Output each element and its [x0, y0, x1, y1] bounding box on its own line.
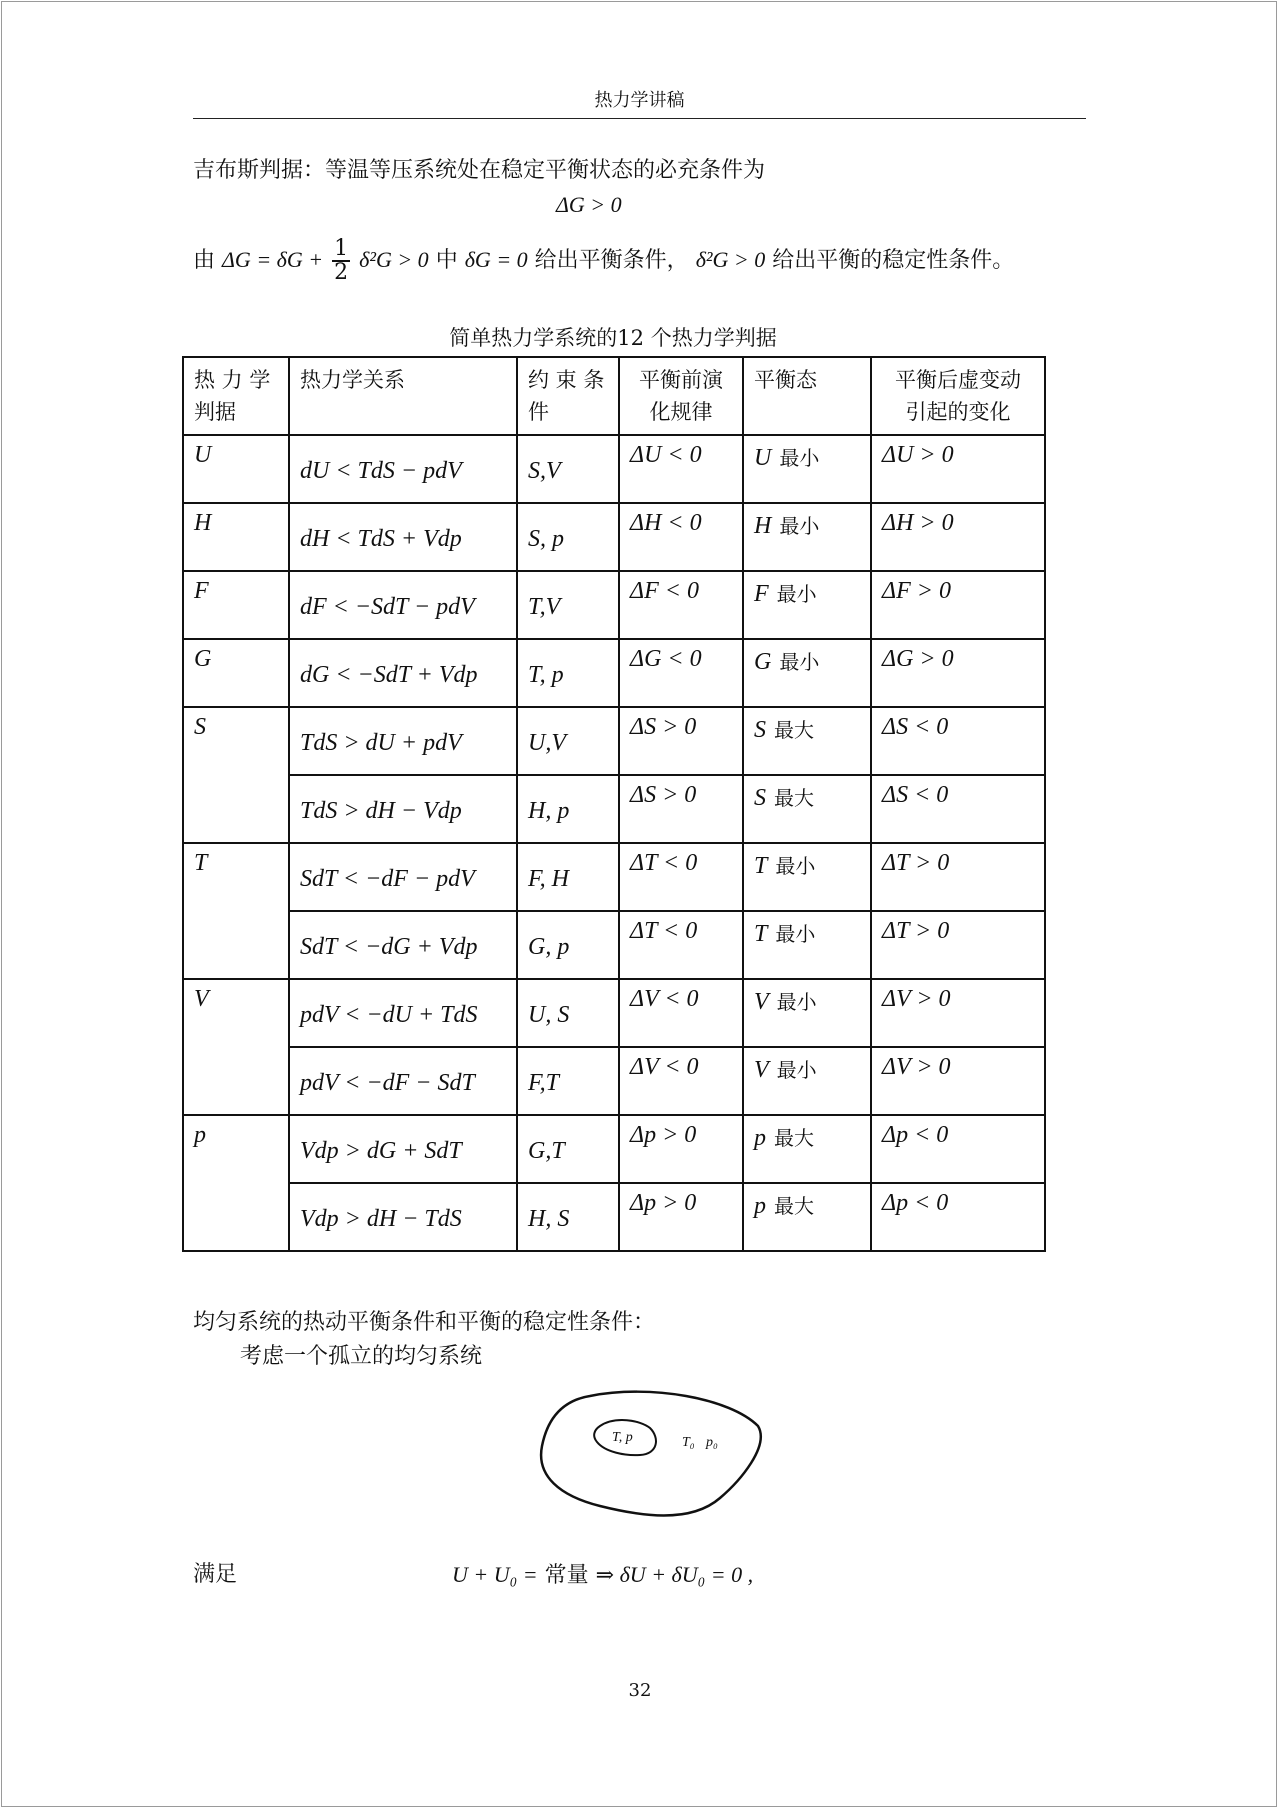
relation-cell	[289, 503, 517, 571]
equilibrium-state-cell	[743, 1047, 871, 1115]
relation-cell	[289, 843, 517, 911]
variation-cell	[871, 707, 1045, 775]
relation-cell-text: dF < −SdT − pdV	[300, 594, 475, 620]
criterion-cell	[183, 707, 289, 843]
gibbs-stability-expr: δ²G > 0	[695, 247, 766, 272]
evolution-cell	[619, 979, 743, 1047]
state-variable: T	[754, 921, 768, 947]
evolution-cell	[619, 1115, 743, 1183]
variation-cell-text: Δp < 0	[882, 1122, 949, 1148]
state-variable: p	[754, 1125, 766, 1151]
inner-label: T, p	[612, 1430, 633, 1445]
variation-cell-text: ΔG > 0	[882, 646, 954, 672]
constraint-cell-text: G,T	[528, 1138, 565, 1164]
state-variable: V	[754, 989, 769, 1015]
state-variable: U	[754, 445, 772, 471]
evolution-cell	[619, 503, 743, 571]
evolution-cell	[619, 1047, 743, 1115]
gibbs-formula: ΔG > 0	[556, 192, 622, 217]
evolution-cell-text: ΔS > 0	[630, 714, 697, 740]
state-variable: F	[754, 581, 769, 607]
table-caption: 简单热力学系统的12 个热力学判据	[449, 326, 777, 350]
variation-cell-text: ΔU > 0	[882, 442, 954, 468]
fraction-numerator: 1	[334, 236, 349, 261]
equilibrium-state-cell	[743, 979, 871, 1047]
equilibrium-state-cell	[743, 1183, 871, 1251]
constraint-cell-text: H, S	[528, 1206, 570, 1232]
relation-cell-text: dU < TdS − pdV	[300, 458, 462, 484]
outer-label-temperature: T₀	[682, 1435, 695, 1450]
relation-cell-text: TdS > dU + pdV	[300, 730, 462, 756]
equilibrium-state-cell	[743, 707, 871, 775]
state-variable: T	[754, 853, 768, 879]
table-row	[183, 775, 1045, 843]
header-relation-text: 热力学关系	[300, 368, 405, 392]
constraint-cell-text: T, p	[528, 662, 564, 688]
constraint-cell	[517, 639, 619, 707]
constraint-cell	[517, 571, 619, 639]
constraint-cell-text: S,V	[528, 458, 561, 484]
outer-label-pressure: p₀	[706, 1435, 718, 1450]
variation-cell	[871, 1115, 1045, 1183]
state-variable: G	[754, 649, 772, 675]
criterion-cell-text: S	[194, 714, 206, 740]
evolution-cell-text: Δp > 0	[630, 1122, 697, 1148]
criterion-cell	[183, 979, 289, 1115]
constraint-cell	[517, 911, 619, 979]
variation-cell-text: ΔT > 0	[882, 918, 950, 944]
table-row	[183, 1047, 1045, 1115]
variation-cell	[871, 571, 1045, 639]
state-variable: V	[754, 1057, 769, 1083]
table-row	[183, 979, 1045, 1047]
constraint-cell-text: G, p	[528, 934, 570, 960]
relation-cell-text: SdT < −dG + Vdp	[300, 934, 478, 960]
criterion-cell	[183, 571, 289, 639]
header-variation-text: 平衡后虚变动 引起的变化	[895, 368, 1021, 424]
relation-cell-text: dH < TdS + Vdp	[300, 526, 462, 552]
evolution-cell-text: ΔU < 0	[630, 442, 702, 468]
equilibrium-state-cell	[743, 775, 871, 843]
relation-cell-text: pdV < −dU + TdS	[300, 1002, 478, 1028]
variation-cell	[871, 843, 1045, 911]
header-evolution-text: 平衡前演 化规律	[639, 368, 723, 424]
state-extremum-word: 最小	[775, 922, 816, 946]
evolution-cell-text: Δp > 0	[630, 1190, 697, 1216]
equilibrium-state-cell	[743, 1115, 871, 1183]
state-variable: S	[754, 785, 766, 811]
relation-cell	[289, 639, 517, 707]
evolution-cell-text: ΔT < 0	[630, 850, 698, 876]
criterion-cell-text: T	[194, 850, 208, 876]
table-row	[183, 435, 1045, 503]
evolution-cell-text: ΔS > 0	[630, 782, 697, 808]
constraint-cell-text: U,V	[528, 730, 566, 756]
variation-cell	[871, 979, 1045, 1047]
gibbs-expr-left: ΔG = δG +	[222, 247, 324, 272]
constraint-cell	[517, 775, 619, 843]
conservation-equation	[452, 1560, 753, 1591]
constraint-cell	[517, 1183, 619, 1251]
fraction-denominator: 2	[334, 260, 349, 285]
evolution-cell	[619, 435, 743, 503]
variation-cell-text: ΔF > 0	[882, 578, 951, 604]
relation-cell	[289, 435, 517, 503]
table-row	[183, 1115, 1045, 1183]
constraint-cell	[517, 979, 619, 1047]
isolated-system-diagram	[530, 1386, 770, 1526]
header-constraint	[517, 357, 619, 435]
state-extremum-word: 最小	[776, 1058, 817, 1082]
evolution-cell	[619, 707, 743, 775]
page-number: 32	[628, 1680, 652, 1701]
variation-cell	[871, 1047, 1045, 1115]
state-extremum-word: 最大	[774, 718, 814, 742]
gibbs-expr-right: δ²G > 0	[359, 247, 429, 272]
criterion-cell	[183, 1115, 289, 1251]
gibbs-statement: 吉布斯判据：等温等压系统处在稳定平衡状态的必充条件为	[193, 158, 766, 183]
evolution-cell-text: ΔG < 0	[630, 646, 702, 672]
constraint-cell-text: S, p	[528, 526, 564, 552]
state-variable: p	[754, 1193, 766, 1219]
half-fraction	[332, 238, 350, 284]
evolution-cell-text: ΔF < 0	[630, 578, 699, 604]
criterion-cell-text: F	[194, 578, 209, 604]
gibbs-end: 给出平衡的稳定性条件。	[772, 248, 1015, 273]
header-criterion	[183, 357, 289, 435]
criterion-cell	[183, 435, 289, 503]
variation-cell	[871, 503, 1045, 571]
variation-cell-text: ΔS < 0	[882, 782, 949, 808]
state-extremum-word: 最小	[776, 990, 817, 1014]
constraint-cell	[517, 1115, 619, 1183]
relation-cell-text: TdS > dH − Vdp	[300, 798, 462, 824]
criteria-table-body	[183, 435, 1045, 1251]
header-evolution	[619, 357, 743, 435]
table-row	[183, 1183, 1045, 1251]
equilibrium-state-cell	[743, 571, 871, 639]
state-extremum-word: 最小	[776, 582, 817, 606]
table-row	[183, 707, 1045, 775]
state-extremum-word: 最小	[779, 650, 820, 674]
evolution-cell	[619, 639, 743, 707]
table-header-row	[183, 357, 1045, 435]
variation-cell-text: ΔV > 0	[882, 1054, 951, 1080]
header-relation	[289, 357, 517, 435]
variation-cell	[871, 775, 1045, 843]
gibbs-mid2: 给出平衡条件，	[534, 248, 689, 273]
criterion-cell	[183, 639, 289, 707]
variation-cell	[871, 639, 1045, 707]
homogeneous-heading: 均匀系统的热动平衡条件和平衡的稳定性条件：	[193, 1310, 656, 1335]
constraint-cell	[517, 1047, 619, 1115]
variation-cell-text: ΔS < 0	[882, 714, 949, 740]
evolution-cell-text: ΔT < 0	[630, 918, 698, 944]
equilibrium-state-cell	[743, 435, 871, 503]
constraint-cell	[517, 843, 619, 911]
table-row	[183, 571, 1045, 639]
gibbs-mid1: 中	[435, 248, 458, 273]
criterion-cell	[183, 503, 289, 571]
criterion-cell-text: H	[194, 510, 212, 536]
relation-cell	[289, 911, 517, 979]
header-state	[743, 357, 871, 435]
evolution-cell	[619, 775, 743, 843]
constraint-cell	[517, 435, 619, 503]
table-row	[183, 843, 1045, 911]
variation-cell	[871, 1183, 1045, 1251]
constraint-cell-text: U, S	[528, 1002, 570, 1028]
evolution-cell	[619, 843, 743, 911]
equilibrium-state-cell	[743, 843, 871, 911]
table-row	[183, 911, 1045, 979]
relation-cell	[289, 979, 517, 1047]
criteria-table	[182, 356, 1046, 1252]
conservation-left: U + U₀ =	[452, 1562, 538, 1587]
header-state-text: 平衡态	[754, 368, 817, 392]
state-extremum-word: 最小	[779, 446, 820, 470]
equilibrium-state-cell	[743, 503, 871, 571]
table-row	[183, 503, 1045, 571]
constraint-cell	[517, 503, 619, 571]
page-header: 热力学讲稿	[193, 86, 1086, 119]
constraint-cell-text: F, H	[528, 866, 569, 892]
state-extremum-word: 最大	[774, 1194, 814, 1218]
gibbs-prefix: 由	[193, 248, 216, 273]
constraint-cell	[517, 707, 619, 775]
relation-cell	[289, 1047, 517, 1115]
outer-system-boundary	[541, 1392, 761, 1516]
constraint-cell-text: T,V	[528, 594, 561, 620]
constraint-cell-text: H, p	[528, 798, 570, 824]
header-variation	[871, 357, 1045, 435]
relation-cell	[289, 1183, 517, 1251]
criterion-cell-text: G	[194, 646, 212, 672]
criterion-cell-text: p	[194, 1122, 206, 1148]
evolution-cell-text: ΔH < 0	[630, 510, 702, 536]
variation-cell	[871, 435, 1045, 503]
state-variable: S	[754, 717, 766, 743]
state-extremum-word: 最大	[774, 1126, 814, 1150]
header-constraint-text: 约 束 条 件	[528, 368, 605, 424]
variation-cell-text: ΔH > 0	[882, 510, 954, 536]
relation-cell-text: SdT < −dF − pdV	[300, 866, 475, 892]
relation-cell-text: pdV < −dF − SdT	[300, 1070, 475, 1096]
state-extremum-word: 最小	[779, 514, 820, 538]
evolution-cell	[619, 571, 743, 639]
evolution-cell	[619, 911, 743, 979]
criterion-cell	[183, 843, 289, 979]
relation-cell-text: dG < −SdT + Vdp	[300, 662, 478, 688]
variation-cell-text: ΔV > 0	[882, 986, 951, 1012]
relation-cell	[289, 775, 517, 843]
variation-cell-text: Δp < 0	[882, 1190, 949, 1216]
satisfy-label: 满足	[193, 1562, 238, 1587]
relation-cell	[289, 571, 517, 639]
relation-cell-text: Vdp > dH − TdS	[300, 1206, 462, 1232]
relation-cell	[289, 707, 517, 775]
equilibrium-state-cell	[743, 639, 871, 707]
conservation-constant-word: 常量	[544, 1563, 589, 1588]
evolution-cell-text: ΔV < 0	[630, 986, 699, 1012]
header-criterion-text: 热 力 学 判据	[194, 368, 271, 424]
equilibrium-state-cell	[743, 911, 871, 979]
variation-cell-text: ΔT > 0	[882, 850, 950, 876]
criterion-cell-text: U	[194, 442, 212, 468]
constraint-cell-text: F,T	[528, 1070, 559, 1096]
relation-cell	[289, 1115, 517, 1183]
evolution-cell-text: ΔV < 0	[630, 1054, 699, 1080]
state-extremum-word: 最小	[775, 854, 816, 878]
homogeneous-consider: 考虑一个孤立的均匀系统	[240, 1344, 483, 1369]
criterion-cell-text: V	[194, 986, 209, 1012]
state-extremum-word: 最大	[774, 786, 814, 810]
table-row	[183, 639, 1045, 707]
state-variable: H	[754, 513, 772, 539]
evolution-cell	[619, 1183, 743, 1251]
gibbs-derivation	[193, 238, 1014, 284]
conservation-right: ⇒ δU + δU₀ = 0 ,	[595, 1562, 754, 1587]
relation-cell-text: Vdp > dG + SdT	[300, 1138, 462, 1164]
variation-cell	[871, 911, 1045, 979]
gibbs-equilibrium-condition: δG = 0	[464, 247, 528, 272]
